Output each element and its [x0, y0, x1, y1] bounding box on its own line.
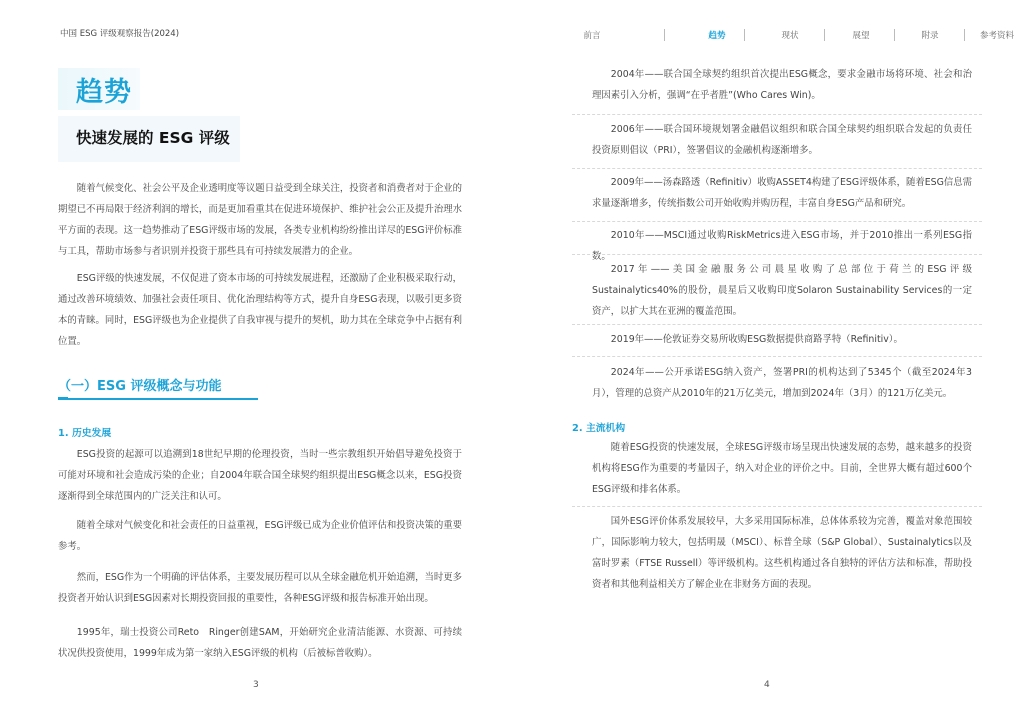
timeline-entry: 2006年——联合国环境规划署金融倡议组织和联合国全球契约组织联合发起的负责任投资原则倡议（PRI），签署倡议的金融机构逐渐增多。 — [592, 124, 972, 156]
timeline-entry: 2024年——公开承诺ESG纳入资产，签署PRI的机构达到了5345个（截至2024年3月），管理的总资产从2010年的21万亿美元，增加到2024年（3月）的121万亿美元。 — [592, 367, 972, 399]
timeline-entry: 2010年——MSCI通过收购RiskMetrics进入ESG市场，并于2010推出一系列ESG指数。 — [592, 230, 972, 262]
entry-divider — [572, 506, 982, 507]
nav-tab-preface[interactable]: 前言 — [583, 31, 601, 41]
chapter-subtitle: 快速发展的 ESG 评级 — [76, 129, 230, 147]
timeline-entry: 2017年——美国金融服务公司晨星收购了总部位于荷兰的ESG评级Sustainalytics40%的股份，晨星后又收购印度Solaron Sustainability Services的一定资产，以扩大其在亚洲的覆盖范围。 — [592, 264, 972, 317]
chapter-nav — [572, 29, 1015, 43]
nav-separator — [824, 29, 825, 41]
history-paragraph-4: 1995年，瑞士投资公司Reto Ringer创建SAM，开始研究企业清洁能源、水资源、可持续状况供投资使用，1999年成为第一家纳入ESG评级的机构（后被标普收购）。 — [58, 627, 462, 659]
nav-separator — [664, 29, 665, 41]
nav-separator — [964, 29, 965, 41]
nav-tab-status[interactable]: 现状 — [781, 31, 799, 41]
timeline-entry: 2009年——汤森路透（Refinitiv）收购ASSET4构建了ESG评级体系，随着ESG信息需求量逐渐增多，传统指数公司开始收购并购历程，丰富自身ESG产品和研究。 — [592, 177, 973, 209]
entry-divider — [572, 254, 982, 255]
nav-tab-appendix[interactable]: 附录 — [921, 31, 939, 41]
subsection-heading-history: 1. 历史发展 — [58, 428, 112, 439]
intro-paragraph-1: 随着气候变化、社会公平及企业透明度等议题日益受到全球关注，投资者和消费者对于企业的期望已不再局限于经济利润的增长，而是更加看重其在促进环境保护、维护社会公正及提升治理水平方面的表现。这一趋势推动了ESG评级市场的发展，各类专业机构纷纷推出详尽的ESG评价标准与工具，帮助市场参与者识别并投资于那些具有可持续发展潜力的企业。 — [58, 183, 462, 257]
nav-tab-trends[interactable]: 趋势 — [708, 31, 726, 41]
history-paragraph-1: ESG投资的起源可以追溯到18世纪早期的伦理投资，当时一些宗教组织开始倡导避免投资于可能对环境和社会造成污染的企业；自2004年联合国全球契约组织提出ESG概念以来，ESG投资逐渐得到全球范围内的广泛关注和认可。 — [58, 449, 462, 502]
running-header: 中国 ESG 评级观察报告(2024) — [60, 29, 180, 39]
page-number: 3 — [253, 680, 259, 690]
entry-divider — [572, 324, 982, 325]
nav-tab-outlook[interactable]: 展望 — [852, 31, 870, 41]
section-heading: （一）ESG 评级概念与功能 — [58, 379, 222, 394]
nav-tab-references[interactable]: 参考资料 — [979, 31, 1015, 41]
entry-divider — [572, 168, 982, 169]
mainstream-paragraph-1: 随着ESG投资的快速发展，全球ESG评级市场呈现出快速发展的态势，越来越多的投资机构将ESG作为重要的考量因子，纳入对企业的评价之中。目前，全世界大概有超过600个ESG评级和排名体系。 — [592, 442, 972, 495]
title-block — [58, 68, 438, 147]
subsection-heading-mainstream: 2. 主流机构 — [572, 423, 626, 434]
timeline-entry: 2019年——伦敦证券交易所收购ESG数据提供商路孚特（Refinitiv）。 — [610, 334, 903, 345]
nav-separator — [744, 29, 745, 41]
right-page — [512, 0, 1024, 724]
entry-divider — [572, 221, 982, 222]
entry-divider — [572, 356, 982, 357]
mainstream-paragraph-2: 国外ESG评价体系发展较早，大多采用国际标准，总体体系较为完善，覆盖对象范围较广，国际影响力较大，包括明晟（MSCI）、标普全球（S&P Global）、Sustainalytics以及富时罗素（FTSE Russell）等评级机构。这些机构通过各自独特的评估方法和标准，帮助投资者和其他利益相关方了解企业在非财务方面的表现。 — [592, 516, 972, 590]
history-paragraph-2: 随着全球对气候变化和社会责任的日益重视，ESG评级已成为企业价值评估和投资决策的重要参考。 — [58, 520, 462, 552]
section-underline — [58, 398, 258, 400]
nav-separator — [894, 29, 895, 41]
timeline-entry: 2004年——联合国全球契约组织首次提出ESG概念，要求金融市场将环境、社会和治理因素引入分析，强调“在乎者胜”(Who Cares Win)。 — [592, 69, 972, 101]
page-number: 4 — [764, 680, 770, 690]
intro-paragraph-2: ESG评级的快速发展，不仅促进了资本市场的可持续发展进程，还激励了企业积极采取行动，通过改善环境绩效、加强社会责任项目、优化治理结构等方式，提升自身ESG表现，以吸引更多资本的青睐。同时，ESG评级也为企业提供了自我审视与提升的契机，助力其在全球竞争中占据有利位置。 — [58, 273, 462, 347]
history-paragraph-3: 然而，ESG作为一个明确的评估体系，主要发展历程可以从全球金融危机开始追溯，当时更多投资者开始认识到ESG因素对长期投资回报的重要性，各种ESG评级和报告标准开始出现。 — [58, 572, 462, 604]
entry-divider — [572, 114, 982, 115]
chapter-title: 趋势 — [76, 77, 132, 108]
